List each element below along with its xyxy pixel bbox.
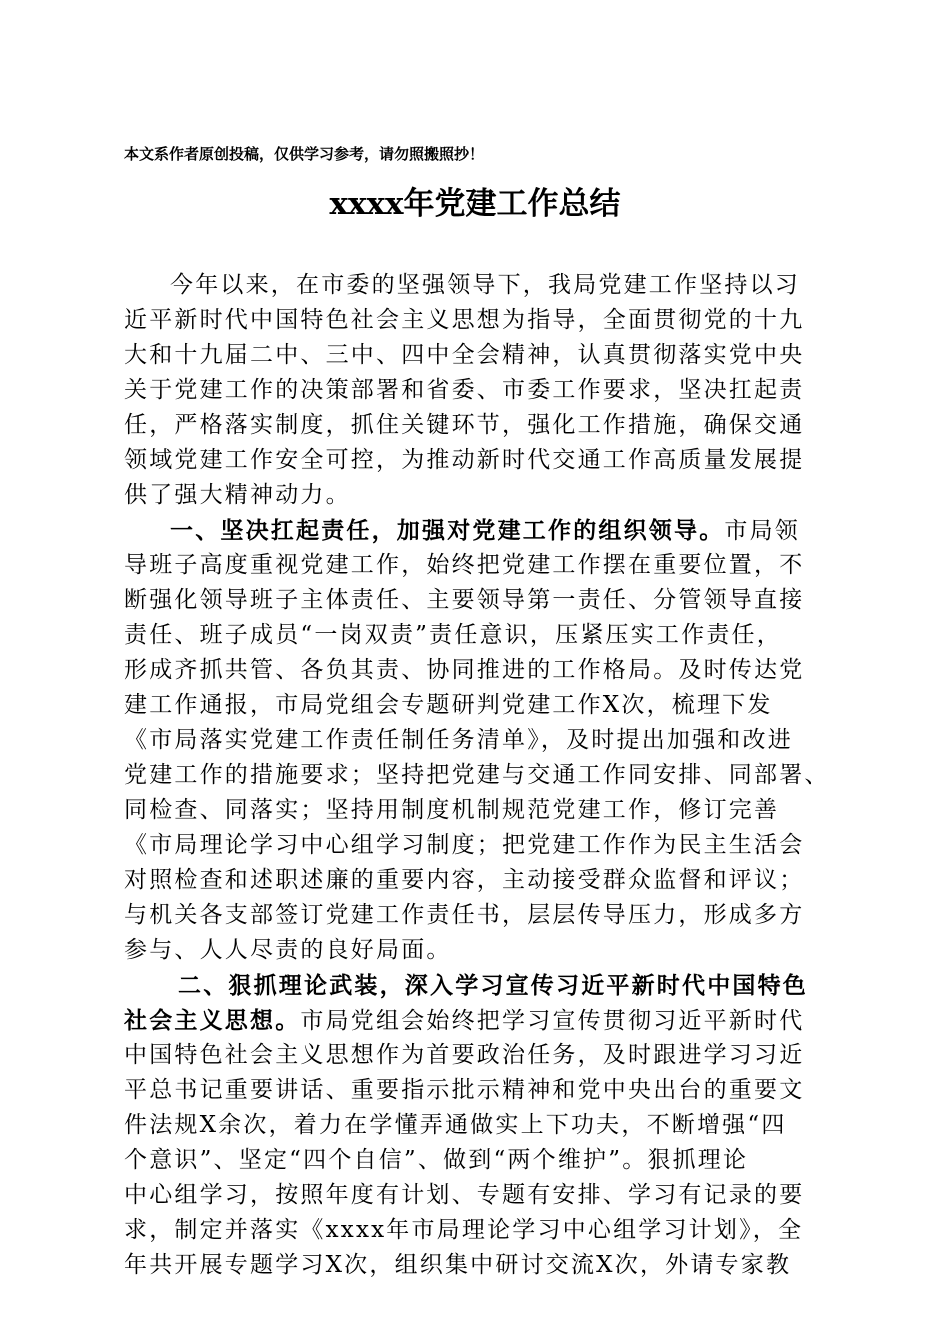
paragraph-line: 平总书记重要讲话、重要指示批示精神和党中央出台的重要文 xyxy=(124,1077,805,1103)
paragraph-line: 建工作通报，市局党组会专题研判党建工作X次，梳理下发 xyxy=(124,692,773,718)
section-2-paragraph xyxy=(124,968,864,1283)
intro-paragraph xyxy=(124,268,864,513)
section-2-heading: 二、狠抓理论武装，深入学习宣传习近平新时代中国特色 xyxy=(178,972,808,999)
document-body xyxy=(124,268,864,1283)
paragraph-line: 件法规X余次，着力在学懂弄通做实上下功夫，不断增强“四 xyxy=(124,1112,787,1138)
paragraph-line: 与机关各支部签订党建工作责任书，层层传导压力，形成多方 xyxy=(124,902,805,928)
paragraph-line: 同检查、同落实；坚持用制度机制规范党建工作，修订完善 xyxy=(124,797,780,823)
section-1-paragraph xyxy=(124,513,864,968)
paragraph-line xyxy=(124,513,864,548)
copyright-notice: 本文系作者原创投稿，仅供学习参考，请勿照搬照抄！ xyxy=(124,145,485,163)
paragraph-line: 供了强大精神动力。 xyxy=(124,482,351,508)
paragraph-text: 市局党组会始终把学习宣传贯彻习近平新时代 xyxy=(300,1008,805,1034)
paragraph-line: 参与、人人尽责的良好局面。 xyxy=(124,937,452,963)
paragraph-line: 责任、班子成员“一岗双责”责任意识，压紧压实工作责任， xyxy=(124,622,782,648)
paragraph-line: 《市局理论学习中心组学习制度；把党建工作作为民主生活会 xyxy=(124,832,805,858)
paragraph-line: 近平新时代中国特色社会主义思想为指导，全面贯彻党的十九 xyxy=(124,307,805,333)
document-title: xxxx年党建工作总结 xyxy=(329,186,621,222)
paragraph-line: 中心组学习，按照年度有计划、专题有安排、学习有记录的要 xyxy=(124,1182,805,1208)
paragraph-line: 任，严格落实制度，抓住关键环节，强化工作措施，确保交通 xyxy=(124,412,805,438)
paragraph-line: 领域党建工作安全可控，为推动新时代交通工作高质量发展提 xyxy=(124,447,805,473)
paragraph-text: 市局领 xyxy=(724,518,801,544)
paragraph-line: 断强化领导班子主体责任、主要领导第一责任、分管领导直接 xyxy=(124,587,805,613)
paragraph-line: 今年以来，在市委的坚强领导下，我局党建工作坚持以习 xyxy=(170,272,800,298)
section-2-heading-end: 社会主义思想。 xyxy=(124,1007,301,1034)
paragraph-line: 对照检查和述职述廉的重要内容，主动接受群众监督和评议； xyxy=(124,867,805,893)
paragraph-line: 个意识”、坚定“四个自信”、做到“两个维护”。狠抓理论 xyxy=(124,1147,749,1173)
paragraph-line: 中国特色社会主义思想作为首要政治任务，及时跟进学习习近 xyxy=(124,1042,805,1068)
paragraph-line: 关于党建工作的决策部署和省委、市委工作要求，坚决扛起责 xyxy=(124,377,805,403)
paragraph-line: 年共开展专题学习X次，组织集中研讨交流X次，外请专家教 xyxy=(124,1252,792,1278)
paragraph-line: 导班子高度重视党建工作，始终把党建工作摆在重要位置，不 xyxy=(124,552,805,578)
paragraph-line: 形成齐抓共管、各负其责、协同推进的工作格局。及时传达党 xyxy=(124,657,805,683)
section-1-heading: 一、坚决扛起责任，加强对党建工作的组织领导。 xyxy=(170,517,725,544)
paragraph-line: 求，制定并落实《xxxx年市局理论学习中心组学习计划》，全 xyxy=(124,1217,804,1243)
paragraph-line: 《市局落实党建工作责任制任务清单》，及时提出加强和改进 xyxy=(124,727,793,753)
paragraph-line xyxy=(124,1003,864,1038)
paragraph-line: 大和十九届二中、三中、四中全会精神，认真贯彻落实党中央 xyxy=(124,342,805,368)
paragraph-line: 党建工作的措施要求；坚持把党建与交通工作同安排、同部署、 xyxy=(124,762,830,788)
